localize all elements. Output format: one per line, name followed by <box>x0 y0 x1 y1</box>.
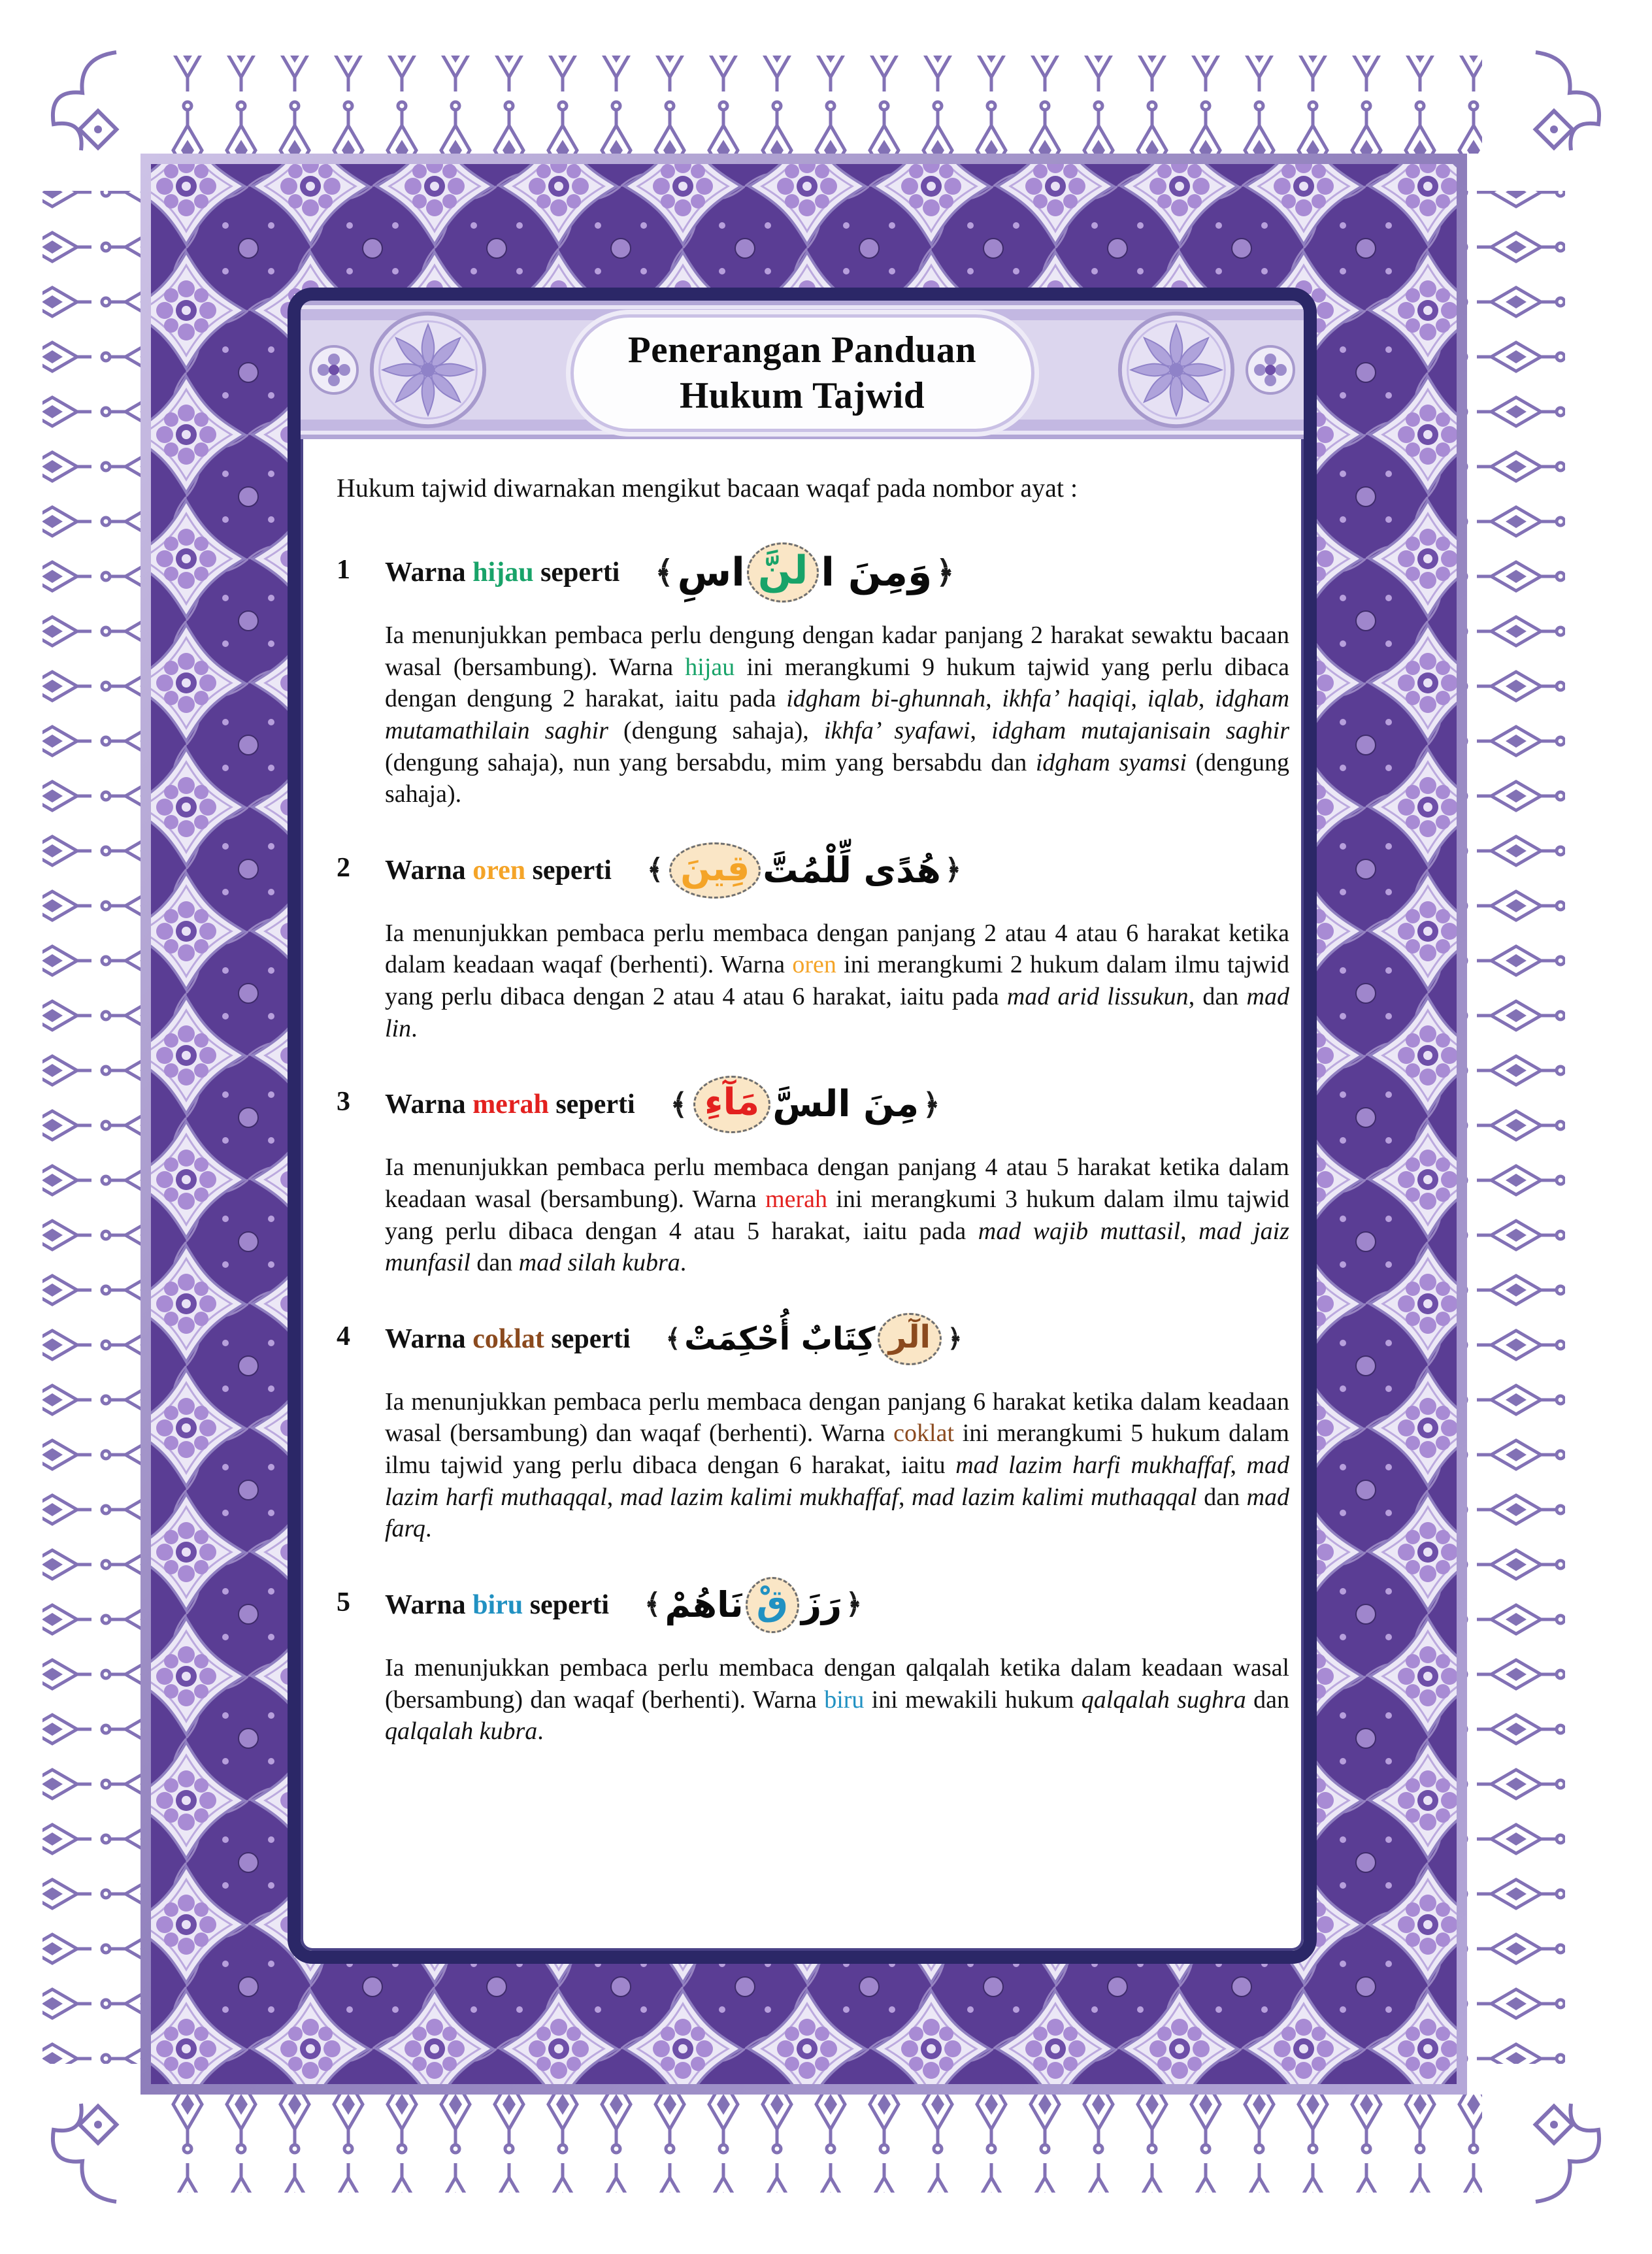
item-body <box>371 1565 1289 1748</box>
legend-item-coklat <box>337 1299 1289 1545</box>
item-number: 5 <box>337 1587 350 1617</box>
band-flower-right-icon <box>1242 342 1298 398</box>
item-number: 1 <box>337 555 350 585</box>
legend-item-hijau <box>337 532 1289 810</box>
item-heading: Warna hijau seperti <box>385 557 620 588</box>
item-paragraph: Ia menunjukkan pembaca perlu dengung dengan kadar panjang 2 harakat sewaktu bacaan wasal (bersambung). Warna hijau ini merangkumi 9 hukum tajwid yang perlu dibaca dengan dengung 2 harakat, iaitu pada idgham bi-ghunnah, ikhfa’ haqiqi, iqlab, idgham mutamathilain saghir (dengung sahaja), ikhfa’ syafawi, idgham mutajanisain saghir (dengung sahaja), nun yang bersabdu, mim yang bersabdu dan idgham syamsi (dengung sahaja). <box>385 622 1290 808</box>
legend-item-oren <box>337 830 1289 1045</box>
page-title-line1: Penerangan Panduan <box>627 329 977 371</box>
quran-sample-text: ﴿ هُدًى لِّلْمُتَّ قِينَ ﴾ <box>643 842 965 899</box>
item-paragraph: Ia menunjukkan pembaca perlu membaca dengan panjang 4 atau 5 harakat ketika dalam keadaan wasal (bersambung). Warna merah ini merangkumi 3 hukum dalam ilmu tajwid yang perlu dibaca dengan 4 atau 5 harakat, iaitu pada mad wajib muttasil, mad jaiz munfasil dan mad silah kubra. <box>385 1153 1289 1277</box>
item-heading: Warna merah seperti <box>385 1089 635 1120</box>
item-heading-row <box>385 830 1289 911</box>
content-area <box>301 472 1304 1748</box>
page-title-line2: Hukum Tajwid <box>679 375 925 416</box>
item-paragraph: Ia menunjukkan pembaca perlu membaca dengan panjang 6 harakat ketika dalam keadaan wasal (bersambung) dan waqaf (berhenti). Warna coklat ini merangkumi 5 hukum dalam ilmu tajwid yang perlu dibaca dengan 6 harakat, iaitu mad lazim harfi mukhaffaf, mad lazim harfi muthaqqal, mad lazim kalimi mukhaffaf, mad lazim kalimi muthaqqal dan mad farq. <box>385 1387 1290 1543</box>
legend-item-biru <box>337 1565 1289 1748</box>
band-flower-left-icon <box>306 342 362 398</box>
item-body <box>371 1299 1289 1545</box>
item-heading: Warna biru seperti <box>385 1589 610 1620</box>
quran-sample-text: ﴿ وَمِنَ ا لنَّ اسِ ﴾ <box>651 542 958 603</box>
item-number: 4 <box>337 1321 350 1351</box>
item-heading-row <box>385 532 1289 613</box>
item-paragraph: Ia menunjukkan pembaca perlu membaca dengan panjang 2 atau 4 atau 6 harakat ketika dalam keadaan waqaf (berhenti). Warna oren ini merangkumi 2 hukum dalam ilmu tajwid yang perlu dibaca dengan 2 atau 4 atau 6 harakat, iaitu pada mad arid lissukun, dan mad lin. <box>385 919 1290 1042</box>
item-number: 3 <box>337 1087 350 1118</box>
item-heading-row <box>385 1299 1289 1380</box>
quran-sample-text: ﴿ رَزَ قْ نَاهُمْ ﴾ <box>640 1577 866 1633</box>
header-band <box>301 301 1304 439</box>
calligraphy-medallion-left-icon <box>367 309 489 431</box>
intro-text: Hukum tajwid diwarnakan mengikut bacaan waqaf pada nombor ayat : <box>337 473 1078 503</box>
item-number: 2 <box>337 852 350 883</box>
item-heading: Warna coklat seperti <box>385 1323 631 1354</box>
legend-list <box>337 532 1289 1748</box>
calligraphy-medallion-right-icon <box>1115 309 1237 431</box>
content-box <box>288 288 1317 1964</box>
item-body <box>371 532 1289 810</box>
item-heading: Warna oren seperti <box>385 855 612 886</box>
item-paragraph: Ia menunjukkan pembaca perlu membaca dengan qalqalah ketika dalam keadaan wasal (bersambung) dan waqaf (berhenti). Warna biru ini mewakili hukum qalqalah sughra dan qalqalah kubra. <box>385 1653 1289 1746</box>
quran-sample-text: ﴿ مِنَ السَّ مَآءِ ﴾ <box>667 1076 944 1133</box>
quran-sample-text: ﴿ الٓر كِتَابٌ أُحْكِمَتْ ﴾ <box>662 1313 966 1365</box>
title-pill <box>570 314 1034 432</box>
item-heading-row <box>385 1565 1289 1646</box>
item-body <box>371 1064 1289 1279</box>
item-heading-row <box>385 1064 1289 1145</box>
item-body <box>371 830 1289 1045</box>
legend-item-merah <box>337 1064 1289 1279</box>
